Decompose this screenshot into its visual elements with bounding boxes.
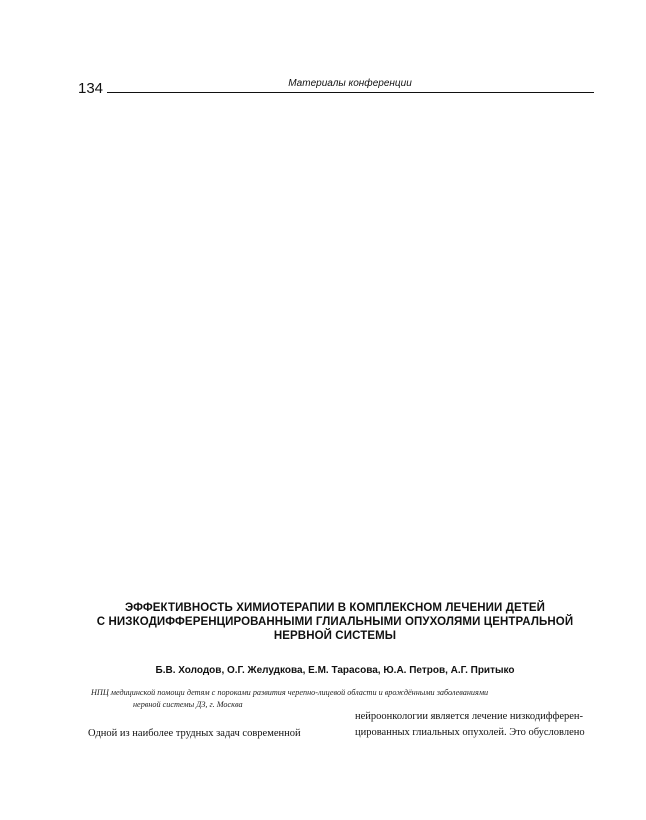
article-affiliation bbox=[85, 687, 595, 711]
affiliation-line: НПЦ медицинской помощи детям с пороками развития черепно-лицевой области и врождёнными заболеваниями bbox=[91, 688, 489, 697]
article-title-line: С НИЗКОДИФФЕРЕНЦИРОВАННЫМИ ГЛИАЛЬНЫМИ ОПУХОЛЯМИ ЦЕНТРАЛЬНОЙ bbox=[96, 616, 574, 628]
article-title bbox=[90, 601, 580, 643]
page-number: 134 bbox=[78, 80, 104, 97]
article-title-line: ЭФФЕКТИВНОСТЬ ХИМИОТЕРАПИИ В КОМПЛЕКСНОМ ЛЕЧЕНИИ ДЕТЕЙ bbox=[124, 602, 546, 614]
header-rule bbox=[107, 92, 594, 93]
article-title-line: НЕРВНОЙ СИСТЕМЫ bbox=[273, 630, 397, 642]
body-text-line: цированных глиальных опухолей. Это обусловлено bbox=[355, 727, 585, 738]
body-text-left-column: Одной из наиболее трудных задач современной bbox=[88, 728, 301, 739]
body-text-line: нейроонкологии является лечение низкодифферен- bbox=[355, 711, 584, 722]
affiliation-line: нервной системы ДЗ, г. Москва bbox=[133, 700, 243, 709]
body-text-right-column bbox=[355, 709, 600, 741]
article-authors: Б.В. Холодов, О.Г. Желудкова, Е.М. Тарасова, Ю.А. Петров, А.Г. Притыко bbox=[155, 665, 515, 676]
running-header: Материалы конференции bbox=[288, 78, 412, 89]
